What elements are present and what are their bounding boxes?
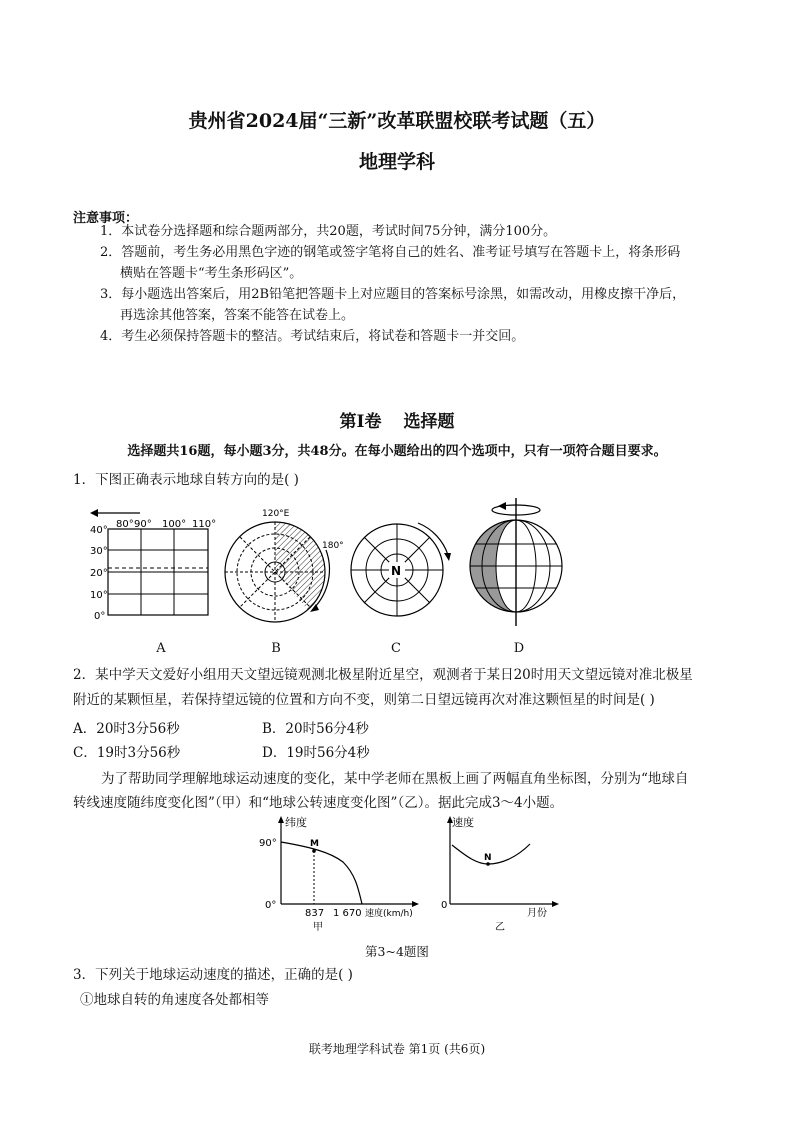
yi-ylabel: 速度 xyxy=(452,816,474,829)
notice-item: 3．每小题选出答案后，用2B铅笔把答题卡上对应题目的答案标号涂黑，如需改动，用橡皮擦干净后， xyxy=(100,287,686,302)
chart-yi xyxy=(437,812,567,937)
jia-x1: 837 xyxy=(305,908,325,919)
figure-label-a: A xyxy=(156,641,166,656)
figure-label-b: B xyxy=(271,641,281,656)
question-2-option-b: B．20时56分4秒 xyxy=(262,721,369,737)
section-title-b: 选择题 xyxy=(403,412,455,432)
question-2-option-c: C．19时3分56秒 xyxy=(73,745,181,761)
notice-item: 4．考生必须保持答题卡的整洁。考试结束后，将试卷和答题卡一并交回。 xyxy=(100,329,525,344)
fig-a-lon-label: 100° xyxy=(162,519,187,530)
jia-name: 甲 xyxy=(313,922,323,933)
fig-a-lon-label: 80° xyxy=(116,519,134,530)
fig-a-lat-label: 20° xyxy=(90,568,108,579)
section-title-a: 第I卷 xyxy=(339,412,382,432)
section-instruction: 选择题共16题，每小题3分，共48分。在每小题给出的四个选项中，只有一项符合题目要求。 xyxy=(127,444,667,459)
material-line2: 转线速度随纬度变化图”（甲）和“地球公转速度变化图”（乙）。据此完成3～4小题。 xyxy=(73,795,564,811)
q1-figure-b xyxy=(218,500,348,635)
question-2-stem-line1: 2．某中学天文爱好小组用天文望远镜观测北极星附近星空，观测者于某日20时用天文望远镜对准北极星 xyxy=(73,667,693,683)
notice-heading: 注意事项： xyxy=(73,211,139,226)
yi-xlabel: 月份 xyxy=(527,908,547,919)
fig-a-lat-label: 0° xyxy=(94,611,106,622)
yi-y-zero: 0 xyxy=(441,900,448,911)
figure-label-c: C xyxy=(391,641,401,656)
fig-a-lat-label: 40° xyxy=(90,525,108,536)
notice-item: 2．答题前，考生务必用黑色字迹的钢笔或签字笔将自己的姓名、准考证号填写在答题卡上，将条形码 xyxy=(100,245,681,260)
exam-title: 贵州省2024届“三新”改革联盟校联考试题（五） xyxy=(188,110,606,132)
jia-ylabel: 纬度 xyxy=(285,816,307,829)
jia-x2: 1 670 xyxy=(333,908,362,919)
fig-b-lon-right: 180° xyxy=(322,541,344,551)
notice-item: 横贴在答题卡“考生条形码区”。 xyxy=(120,266,303,281)
yi-name: 乙 xyxy=(495,922,505,933)
question-2-option-d: D．19时56分4秒 xyxy=(262,745,370,761)
notice-item: 1．本试卷分选择题和综合题两部分，共20题，考试时间75分钟，满分100分。 xyxy=(100,224,557,239)
figure-caption: 第3~4题图 xyxy=(365,944,429,959)
fig-b-lon-top: 120°E xyxy=(262,509,290,519)
notice-item: 再选涂其他答案，答案不能答在试卷上。 xyxy=(120,308,355,323)
jia-xlabel: 速度(km/h) xyxy=(365,909,413,919)
q1-figure-a xyxy=(72,505,217,630)
chart-jia xyxy=(255,812,435,937)
question-3-stem: 3．下列关于地球运动速度的描述，正确的是( ) xyxy=(73,967,353,983)
jia-y-top: 90° xyxy=(259,838,277,849)
yi-point-n: N xyxy=(484,853,492,863)
material-line1: 为了帮助同学理解地球运动速度的变化，某中学老师在黑板上画了两幅直角坐标图，分别为“地球自 xyxy=(101,771,689,787)
q1-figure-d xyxy=(466,498,571,633)
jia-point-m: M xyxy=(310,839,319,849)
figure-label-d: D xyxy=(513,641,525,656)
fig-a-lat-label: 10° xyxy=(90,590,108,601)
question-3-option-1: ①地球自转的角速度各处都相等 xyxy=(80,992,269,1008)
question-1-stem: 1．下图正确表示地球自转方向的是( ) xyxy=(73,472,299,488)
page-footer: 联考地理学科试卷 第1页 (共6页) xyxy=(308,1042,486,1056)
question-2-option-a: A．20时3分56秒 xyxy=(73,721,180,737)
question-2-stem-line2: 附近的某颗恒星，若保持望远镜的位置和方向不变，则第二日望远镜再次对准这颗恒星的时间是( ) xyxy=(73,692,655,708)
fig-a-lat-label: 30° xyxy=(90,546,108,557)
q1-figure-c xyxy=(348,515,453,625)
jia-y-zero: 0° xyxy=(265,900,277,911)
fig-c-center-label: N xyxy=(391,564,402,578)
fig-a-lon-label: 110° xyxy=(192,519,217,530)
exam-subject: 地理学科 xyxy=(358,151,435,173)
section-title xyxy=(0,407,794,432)
fig-a-lon-label: 90° xyxy=(134,519,152,530)
